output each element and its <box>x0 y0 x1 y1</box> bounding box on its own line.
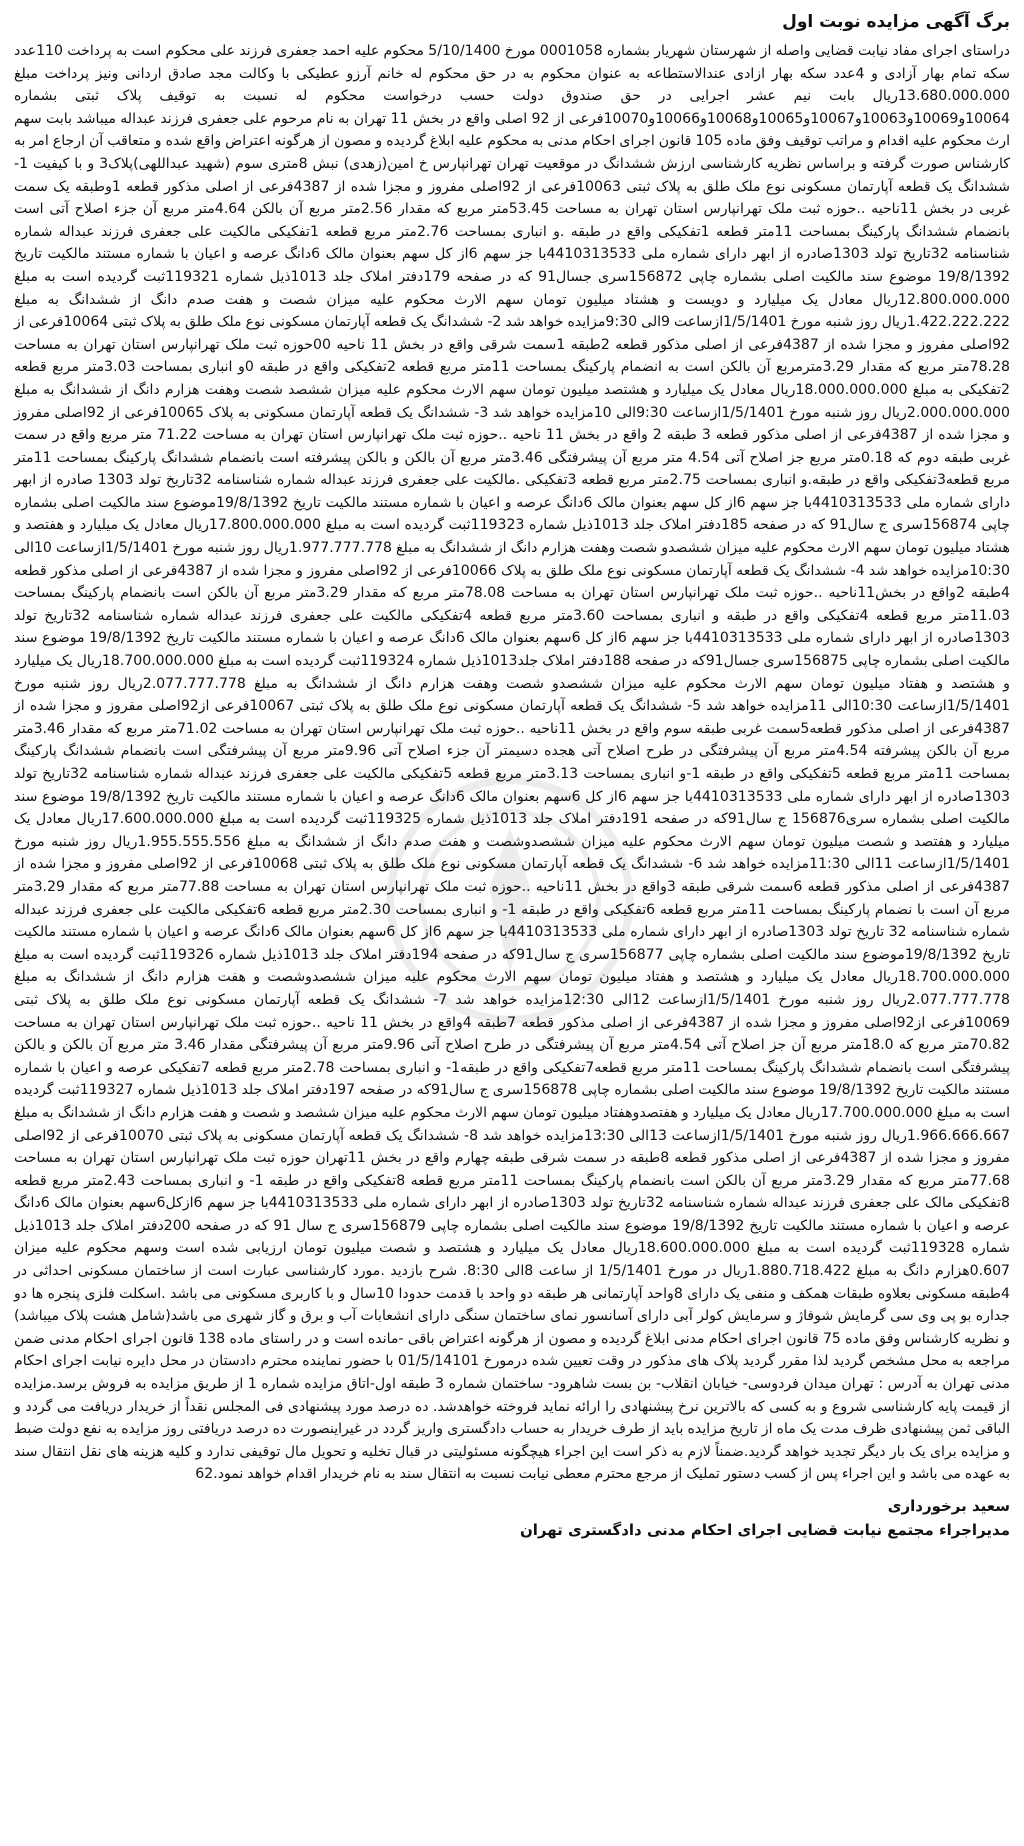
document-title: برگ آگهی مزایده نوبت اول <box>782 12 1010 32</box>
signatory-role: مدیراجراء مجتمع نیابت قضایی اجرای احکام مدنی دادگستری تهران <box>519 1521 1010 1539</box>
signature-block <box>14 1494 1010 1542</box>
document-body <box>14 40 1010 1486</box>
signatory-name: سعید برخورداری <box>887 1497 1010 1515</box>
body-paragraph: دراستای اجرای مفاد نیابت قضایی واصله از شهرستان شهریار بشماره 0001058 مورخ 5/10/1400 محکوم علیه احمد جعفری فرزند علی محکوم است به پرداخت 110عدد سکه تمام بهار آزادی و 4عدد سکه بهار ازادی عندالاستطاعه به عنوان محکوم به در حق محکوم له خانم آرزو عطیکی با وکالت مجد صادق اردانی ونیز پرداخت مبلغ 13.680.000.000ریال بابت نیم عشر اجرایی در حق صندوق دولت حسب درخواست محکوم له نسبت به توقیف پلاک ثبتی بشماره 10064و10069و10063و10067و10065و10068و10066و10070فرعی از 92 اصلی واقع در بخش 11 تهران به نام مرحوم علی جعفری فرزند عبداله میباشد بابت سهم ارث محکوم علیه اقدام و مراتب توقیف وفق ماده 105 قانون اجرای احکام مدنی به محکوم علیه ابلاغ گردیده و مصون از هرگونه اعتراض واقع شده و متعاقب آن ارجاع امر به کارشناس صورت گرفته و براساس نظریه کارشناسی ارزش ششدانگ در موقعیت تهران تهرانپارس خ امین(زهدی) نبش 8متری سوم (شهید عبداللهی)پلاک3 و با کیفیت 1- ششدانگ یک قطعه آپارتمان مسکونی نوع ملک طلق به پلاک ثبتی 10063فرعی از 92اصلی مفروز و مجزا شده از 4387فرعی از اصلی مذکور قطعه 1وطبقه یک سمت غربی در بخش 11ناحیه ..حوزه ثبت ملک تهرانپارس استان تهران به مساحت 53.45متر مربع که مقدار 2.56متر مربع آن بالکن 4.64متر مربع آن جزء اصلاح آتی است بانضمام ششدانگ پارکینگ بمساحت 11متر قطعه 1تفکیکی واقع در طبقه .و انباری بمساحت 2.76متر مربع قطعه 1تفکیکی مالکیت علی جعفری فرزند عبداله شماره شناسنامه 32تاریخ تولد 1303صادره از ابهر دارای شماره ملی 4410313533با جز سهم 6از کل سهم بعنوان مالک 6دانگ عرصه و اعیان با شماره مستند مالکیت تاریخ 19/8/1392 موضوع سند مالکیت اصلی بشماره چاپی 156872سری جسال91 که در صفحه 179دفتر املاک جلد 1013ذیل شماره 119321ثبت گردیده است به مبلغ 12.800.000.000ریال معادل یک میلیارد و دویست و هشتاد میلیون تومان سهم الارث محکوم علیه میزان شصت و هفت صدم دانگ از ششدانگ به مبلغ 1.422.222.222ریال روز شنبه مورخ 1/5/1401ازساعت 9الی 9:30مزایده خواهد شد 2- ششدانگ یک قطعه آپارتمان مسکونی نوع ملک طلق به پلاک ثبتی 10064فرعی از 92اصلی مفروز و مجزا شده از 4387فرعی از اصلی مذکور قطعه 2طبقه 1سمت شرقی واقع در بخش 11 ناحیه 00حوزه ثبت ملک تهرانپارس استان تهران به مساحت 78.28متر مربع که مقدار 3.29مترمربع آن بالکن است به انضمام پارکینگ بمساحت 11متر مربع قطعه 2تفکیکی واقع در طبقه 0و انباری بمساحت 3.03متر مربع قطعه 2تفکیکی به مبلغ 18.000.000.000ریال معادل یک میلیارد و هشتصد میلیون تومان سهم الارث محکوم علیه میزان ششصد شصت وهفت هزارم دانگ از ششدانگ به مبلغ 2.000.000.000ریال روز شنبه مورخ 1/5/1401ازساعت 9:30الی 10مزایده خواهد شد 3- ششدانگ یک قطعه آپارتمان مسکونی به پلاک 10065فرعی از 92اصلی مفروز و مجزا شده از 4387فرعی از اصلی مذکور قطعه 3 طبقه 2 واقع در بخش 11 ناحیه ..حوزه ثبت ملک تهرانپارس استان تهران به مساحت 71.22 متر مربع واقع در سمت غربی طبقه دوم که 0.18متر مربع جز اصلاح آتی 4.54 متر مربع آن پیشرفتگی 3.46متر مربع آن بالکن و بالکن پیشرفته است بانضمام ششدانگ پارکینگ بمساحت 11متر مربع قطعه3تفکیکی واقع در طبقه.و انباری بمساحت 2.75متر مربع قطعه 3تفکیکی .مالکیت علی جعفری فرزند عبداله شماره شناسنامه 32تاریخ تولد 1303 صادره از ابهر دارای شماره ملی 4410313533با جز سهم 6از کل سهم بعنوان مالک 6دانگ عرصه و اعیان با شماره مستند مالکیت تاریخ 19/8/1392موضوع سند مالکیت اصلی بشماره چاپی 156874سری ج سال91 که در صفحه 185دفتر املاک جلد 1013ذیل شماره 119323ثبت گردیده است به مبلغ 17.800.000.000ریال معادل یک میلیارد و هفتصد و هشتاد میلیون تومان سهم الارث محکوم علیه میزان ششصدو شصت وهفت هزارم دانگ از ششدانگ به مبلغ 1.977.777.778ریال روز شنبه مورخ 1/5/1401ازساعت 10الی 10:30مزایده خواهد شد 4- ششدانگ یک قطعه آپارتمان مسکونی نوع ملک طلق به پلاک 10066فرعی از 92اصلی مفروز و مجزا شده از 4387فرعی از اصلی مذکور قطعه 4طبقه 2واقع در بخش11ناحیه ..حوزه ثبت ملک تهرانپارس استان تهران به مساحت 78.08متر مربع که مقدار 3.29متر مربع آن بالکن است بانضمام پارکینگ بمساحت 11.03متر مربع قطعه 4تفکیکی واقع در طبقه و انباری بمساحت 3.60متر مربع قطعه 4تفکیکی مالکیت علی جعفری فرزند عبداله شماره شناسنامه 32تاریخ تولد 1303صادره از ابهر دارای شماره ملی 4410313533با جز سهم 6از کل 6سهم بعنوان مالک 6دانگ عرصه و اعیان با شماره مستند مالکیت تاریخ 19/8/1392 موضوع سند مالکیت اصلی بشماره چاپی 156875سری جسال91که در صفحه 188دفتر املاک جلد1013ذیل شماره 119324ثبت گردیده است به مبلغ 18.700.000.000ریال یک میلیارد و هشتصد و هفتاد میلیون تومان سهم الارث محکوم علیه میزان ششصدو شصت وهفت هزارم دانگ از ششدانگ به مبلغ 2.077.777.778ریال روز شنبه مورخ 1/5/1401ازساعت 10:30الی 11مزایده خواهد شد 5- ششدانگ یک قطعه آپارتمان مسکونی نوع ملک طلق به پلاک ثبتی 10067فرعی از92اصلی مفروز و مجزا شده از 4387فرعی از اصلی مذکور قطعه5سمت غربی طبقه سوم واقع در بخش 11ناحیه ..حوزه ثبت ملک تهرانپارس استان تهران به مساحت 71.02متر مربع که مقدار 3.46متر مربع آن بالکن پیشرفته 4.54متر مربع آن پیشرفتگی در طرح اصلاح آتی هجده دسیمتر آن جزء اصلاح آتی 9.96متر مربع آن پیشرفتگی است بانضمام ششدانگ پارکینگ بمساحت 11متر مربع قطعه 5تفکیکی واقع در طبقه 1-و انباری بمساحت 3.13متر مربع قطعه 5تفکیکی مالکیت علی جعفری فرزند عبداله شماره شناسنامه 32تاریخ تولد 1303صادره از ابهر دارای شماره ملی 4410313533با جز سهم 6از کل 6سهم بعنوان مالک 6دانگ عرصه و اعیان با شماره مستند مالکیت تاریخ 19/8/1392 موضوع سند مالکیت اصلی بشماره سری156876 ج سال91که در صفحه 191دفتر املاک جلد 1013ذیل شماره 119325ثبت گردیده است به مبلغ 17.600.000.000ریال معادل یک میلیارد و هفتصد و شصت میلیون تومان سهم الارث محکوم علیه میزان ششصدوشصت و هفت صدم دانگ از ششدانگ به مبلغ 1.955.555.556ریال روز شنبه مورخ 1/5/1401ازساعت 11الی 11:30مزایده خواهد شد 6- ششدانگ یک قطعه آپارتمان مسکونی نوع ملک طلق به پلاک ثبتی 10068فرعی از 92اصلی مفروز و مجزا شده از 4387فرعی از اصلی مذکور قطعه 6سمت شرقی طبقه 3واقع در بخش 11ناحیه ..حوزه ثبت ملک تهرانپارس استان تهران به مساحت 77.88متر مربع که مقدار 3.29متر مربع آن است با نضمام پارکینگ بمساحت 11متر مربع قطعه 6تفکیکی واقع در طبقه 1- و انباری بمساحت 2.30متر مربع قطعه 6تفکیکی مالکیت علی جعفری فرزند عبداله شماره شناسنامه 32 تاریخ تولد 1303صادره از ابهر دارای شماره ملی 4410313533با جز سهم 6از کل 6سهم بعنوان مالک 6دانگ عرصه و اعیان با شماره مستند مالکیت تاریخ 19/8/1392موضوع سند مالکیت اصلی بشماره چاپی 156877سری ج سال91که در صفحه 194دفتر املاک جلد 1013ذیل شماره 119326ثبت گردیده است به مبلغ 18.700.000.000ریال معادل یک میلیارد و هشتصد و هفتاد میلیون تومان سهم الارث محکوم علیه میزان ششصدوشصت و هفت هزارم دانگ از ششدانگ به مبلغ 2.077.777.778ریال روز شنبه مورخ 1/5/1401ازساعت 12الی 12:30مزایده خواهد شد 7- ششدانگ یک قطعه آپارتمان مسکونی نوع ملک طلق به پلاک ثبتی 10069فرعی از92اصلی مفروز و مجزا شده از 4387فرعی از اصلی مذکور قطعه 7طبقه 4واقع در بخش 11 ناحیه ..حوزه ثبت ملک تهرانپارس استان تهران به مساحت 70.82متر مربع که 18.0متر مربع آن جز اصلاح آتی 4.54متر مربع آن پیشرفتگی در طرح اصلاح آتی 9.96متر مربع آن پیشرفتگی مقدار 3.46 متر مربع آن بالکن و بالکن پیشرفتگی است بانضمام ششدانگ پارکینگ بمساحت 11متر مربع قطعه7تفکیکی واقع در طبقه1- و انباری بمساحت 2.78متر مربع قطعه 7تفکیکی عرصه و اعیان با شماره مستند مالکیت تاریخ 19/8/1392 موضوع سند مالکیت اصلی بشماره چاپی 156878سری ج سال91که در صفحه 197دفتر املاک جلد 1013ذیل شماره 119327ثبت گردیده است به مبلغ 17.700.000.000ریال معادل یک میلیارد و هفتصدوهفتاد میلیون تومان سهم الارث محکوم علیه میزان ششصد و شصت و هفت هزارم دانگ از ششدانگ به مبلغ 1.966.666.667ریال روز شنبه مورخ 1/5/1401ازساعت 13الی 13:30مزایده خواهد شد 8- ششدانگ یک قطعه آپارتمان مسکونی به پلاک ثبتی 10070فرعی از 92اصلی مفروز و مجزا شده از 4387فرعی از اصلی مذکور قطعه 8طبقه در سمت شرقی طبقه چهارم واقع در بخش 11تهران حوزه ثبت ملک تهرانپارس استان تهران به مساحت 77.68متر مربع که مقدار 3.29متر مربع آن بالکن است بانضمام پارکینگ بمساحت 11متر مربع قطعه 8تفکیکی واقع در طبقه 1- و انباری بمساحت 2.43متر مربع قطعه 8تفکیکی مالک علی جعفری فرزند عبداله شماره شناسنامه 32تاریخ تولد 1303صادره از ابهر دارای شماره ملی 4410313533با جز سهم 6ازکل6سهم بعنوان مالک 6دانگ عرصه و اعیان با شماره مستند مالکیت تاریخ 19/8/1392 موضوع سند مالکیت اصلی بشماره چاپی 156879سری ج سال 91 که در صفحه 200دفتر املاک جلد 1013ذیل شماره 119328ثبت گردیده است به مبلغ 18.600.000.000ریال معادل یک میلیارد و هشتصد و شصت میلیون تومان ارزیابی شده است وسهم محکوم علیه میزان 0.607هزارم دانگ به مبلغ 1.880.718.422ریال در مورخ 1/5/1401 از ساعت 8الی 8:30. شرح بازدید .مورد کارشناسی عبارت است از ساختمان مسکونی احداثی در 4طبقه مسکونی بعلاوه طبقات همکف و منفی یک دارای 8واحد آپارتمانی هر طبقه دو واحد با قدمت حدودا 10سال و با کاربری مسکونی می باشد .اسکلت فلزی پنجره ها دو جداره بو پی وی سی گرمایش شوفاژ و سرمایش کولر آبی دارای آسانسور نمای ساختمان سنگی دارای انشعابات آب و برق و گاز شهری می باشد(شامل هشت پلاک میباشد) و نظریه کارشناس وفق ماده 75 قانون اجرای احکام مدنی ابلاغ گردیده و مصون از هرگونه اعتراض باقی -مانده است و در راستای ماده 138 قانون اجرای احکام مدنی ضمن مراجعه به محل مشخص گردید لذا مقرر گردید پلاک های مذکور در وقت تعیین شده درمورخ 01/5/14101 با حضور نماینده محترم دادستان در محل دایره نیابت اجرای احکام مدنی تهران به آدرس : تهران میدان فردوسی- خیابان انقلاب- بن بست شاهرود- ساختمان شماره 3 طبقه اول-اتاق مزایده شماره 1 از طریق مزایده به فروش برسد.مزایده از قیمت پایه کارشناسی شروع و به کسی که بالاترین نرخ پیشنهادی را ارائه نماید فروخته خواهدشد. ده درصد مورد پیشنهادی فی المجلس نقداً از خریدار دریافت می گردد و الباقی ثمن پیشنهادی ظرف مدت یک ماه از تاریخ مزایده باید از طرف خریدار به حساب دادگستری واریز گردد در غیراینصورت ده درصد دریافتی روز مزایده به نفع دولت ضبط و مزایده برای یک بار دیگر تجدید خواهد گردید.ضمناً لازم به ذکر است این اجراء هیچگونه مسئولیتی در قبال تخلیه و تحویل مال توقیفی ندارد و کلیه هزینه های نقل انتقال سند به عهده می باشد و این اجراء پس از کسب دستور تملیک از مرجع محترم معطی نیابت نسبت به انتقال سند به نام خریدار اقدام خواهد نمود.62 <box>14 43 1011 1483</box>
